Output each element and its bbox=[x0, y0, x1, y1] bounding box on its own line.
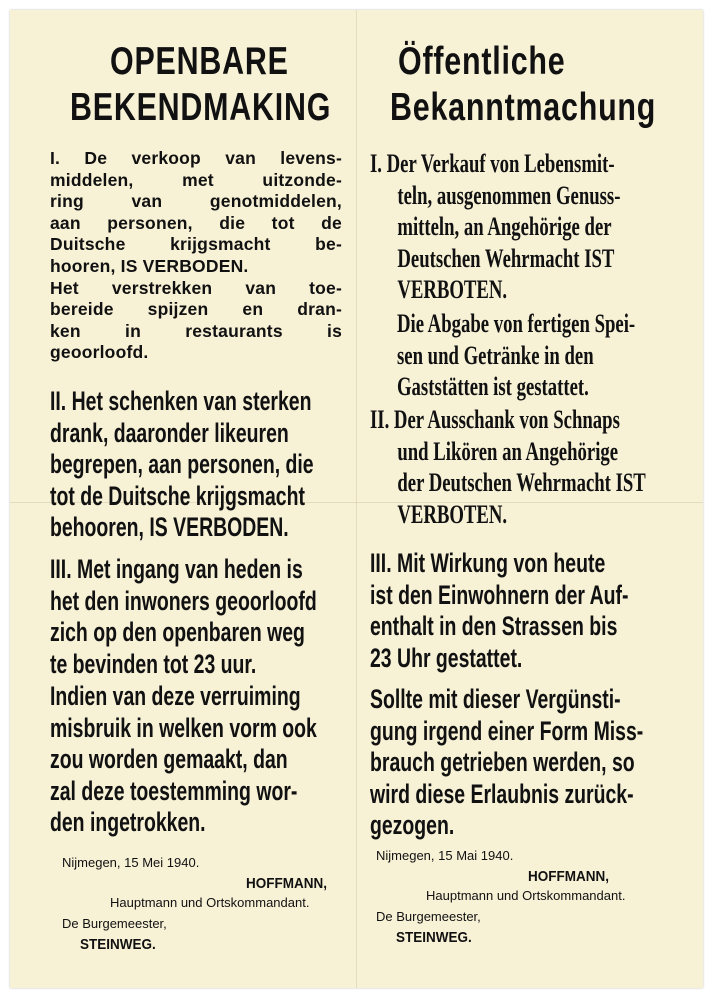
dutch-title-line-2: BEKENDMAKING bbox=[70, 86, 332, 129]
german-s1-line: teln, ausgenommen Genuss- bbox=[397, 180, 621, 210]
german-section-3 bbox=[370, 548, 628, 674]
dutch-s2-line: tot de Duitsche krijgsmacht bbox=[50, 480, 305, 511]
dutch-s3-line: III. Met ingang van heden is bbox=[50, 554, 303, 584]
dutch-signer-2-title: De Burgemeester, bbox=[62, 916, 167, 931]
poster-sheet bbox=[10, 10, 703, 988]
german-place-date: Nijmegen, 15 Mai 1940. bbox=[376, 848, 514, 863]
dutch-s4-line: zal deze toestemming wor- bbox=[50, 775, 298, 806]
dutch-s3-line: te bevinden tot 23 uur. bbox=[50, 648, 257, 679]
dutch-s1-line: ring van genotmiddelen, bbox=[50, 191, 342, 212]
dutch-s1-line: aan personen, die tot de bbox=[50, 212, 342, 233]
dutch-column bbox=[50, 10, 342, 988]
german-title-line-2: Bekanntmachung bbox=[390, 86, 657, 129]
dutch-s4-line: misbruik in welken vorm ook bbox=[50, 712, 317, 743]
german-s4-line: Sollte mit dieser Vergünsti- bbox=[370, 684, 621, 714]
german-section-2 bbox=[370, 404, 646, 530]
german-signer-2-name: STEINWEG. bbox=[396, 929, 472, 946]
dutch-signer-1-name: HOFFMANN, bbox=[246, 875, 327, 892]
german-s4-line: wird diese Erlaubnis zurück- bbox=[370, 778, 634, 809]
german-s2-line: VERBOTEN. bbox=[397, 499, 508, 529]
german-s3-line: III. Mit Wirkung von heute bbox=[370, 548, 606, 578]
german-signer-1-title: Hauptmann und Ortskommandant. bbox=[426, 888, 626, 903]
dutch-s3-line: het den inwoners geoorloofd bbox=[50, 585, 317, 616]
german-s1b-line: sen und Getränke in den bbox=[397, 340, 594, 370]
german-s2-line: und Likören an Angehörige bbox=[397, 436, 619, 466]
german-s4-line: brauch getrieben werden, so bbox=[370, 747, 635, 777]
dutch-s2-line: begrepen, aan personen, die bbox=[50, 449, 314, 479]
fold-crease-vertical bbox=[356, 10, 357, 988]
dutch-section-1 bbox=[50, 148, 342, 364]
german-signer-2-title: De Burgemeester, bbox=[376, 909, 481, 924]
german-s1b-line: Die Abgabe von fertigen Spei- bbox=[397, 309, 636, 338]
german-s3-line: 23 Uhr gestattet. bbox=[370, 642, 523, 673]
german-s1-line: I. Der Verkauf von Lebensmit- bbox=[370, 149, 615, 178]
dutch-section-4 bbox=[50, 681, 317, 839]
german-s1-line: mitteln, an Angehörige der bbox=[397, 212, 612, 241]
dutch-s1-line: ken in restaurants is bbox=[50, 320, 342, 341]
dutch-s1-line: Duitsche krijgsmacht be- bbox=[50, 234, 342, 255]
german-s3-line: ist den Einwohnern der Auf- bbox=[370, 579, 629, 610]
dutch-s1-line: hooren, IS VERBODEN. bbox=[50, 255, 249, 276]
german-s1b-line: Gaststätten ist gestattet. bbox=[397, 372, 589, 401]
dutch-signer-1-title: Hauptmann und Ortskommandant. bbox=[110, 895, 310, 910]
dutch-s4-line: den ingetrokken. bbox=[50, 807, 206, 837]
german-s4-line: gung irgend einer Form Miss- bbox=[370, 715, 644, 746]
dutch-s1-line: Het verstrekken van toe- bbox=[50, 277, 342, 298]
dutch-s1-line: bereide spijzen en dran- bbox=[50, 299, 342, 320]
german-title-line-1: Öffentliche bbox=[398, 40, 566, 83]
dutch-section-3 bbox=[50, 554, 317, 680]
dutch-s2-line: drank, daaronder likeuren bbox=[50, 417, 289, 448]
dutch-title-line-1: OPENBARE bbox=[110, 40, 289, 83]
dutch-s1-line: middelen, met uitzonde- bbox=[50, 169, 342, 190]
dutch-place-date: Nijmegen, 15 Mei 1940. bbox=[62, 855, 200, 870]
dutch-s1-line: geoorloofd. bbox=[50, 342, 149, 363]
german-s3-line: enthalt in den Strassen bis bbox=[370, 611, 618, 641]
dutch-s4-line: zou worden gemaakt, dan bbox=[50, 744, 288, 774]
dutch-s4-line: Indien van deze verruiming bbox=[50, 681, 301, 711]
dutch-s2-line: II. Het schenken van sterken bbox=[50, 386, 312, 416]
dutch-s2-line: behooren, IS VERBODEN. bbox=[50, 512, 289, 542]
dutch-s1-line: I. De verkoop van levens- bbox=[50, 148, 342, 168]
dutch-signer-2-name: STEINWEG. bbox=[80, 936, 156, 953]
german-s2-line: der Deutschen Wehrmacht IST bbox=[397, 468, 646, 497]
german-column bbox=[370, 10, 656, 988]
german-s1-line: Deutschen Wehrmacht IST bbox=[397, 243, 615, 273]
dutch-s3-line: zich op den openbaren weg bbox=[50, 617, 305, 647]
german-signer-1-name: HOFFMANN, bbox=[528, 868, 609, 885]
german-s2-line: II. Der Ausschank von Schnaps bbox=[370, 405, 620, 434]
german-section-4 bbox=[370, 684, 643, 842]
german-section-1b bbox=[397, 308, 635, 403]
german-s4-line: gezogen. bbox=[370, 810, 455, 840]
german-section-1 bbox=[370, 148, 620, 306]
german-s1-line: VERBOTEN. bbox=[397, 275, 508, 304]
dutch-section-2 bbox=[50, 386, 314, 544]
